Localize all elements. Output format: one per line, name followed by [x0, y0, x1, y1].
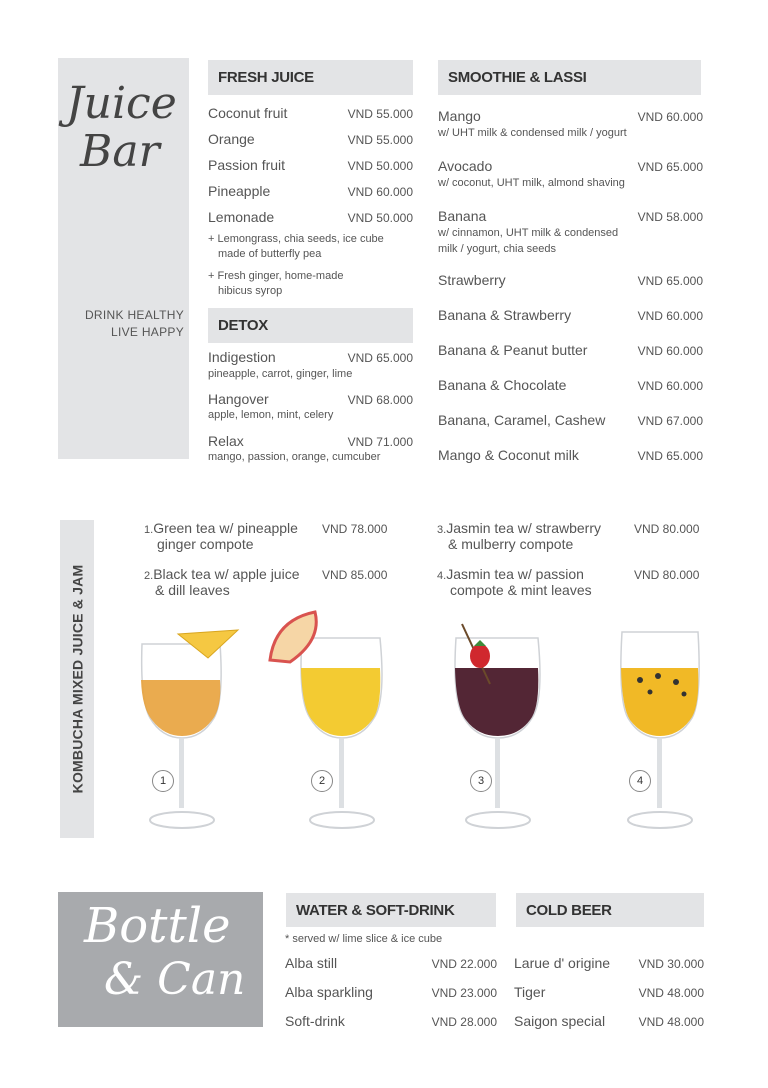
menu-item: Pineapple VND 60.000: [208, 183, 413, 199]
kombucha-price: VND 80.000: [634, 568, 700, 582]
glass-1-icon: [141, 630, 238, 828]
smoothie-header: SMOOTHIE & LASSI: [438, 60, 701, 95]
menu-item: Banana, Caramel, Cashew VND 67.000: [438, 412, 703, 428]
juice-bar-logo-line1: Juice: [66, 78, 177, 129]
menu-item: Alba sparkling VND 23.000: [285, 984, 497, 1000]
menu-item: Tiger VND 48.000: [514, 984, 704, 1000]
menu-item: Mango VND 60.000: [438, 108, 703, 124]
bottle-logo-line1: Bottle: [84, 898, 231, 954]
menu-item: Indigestion VND 65.000: [208, 349, 413, 365]
menu-item: Soft-drink VND 28.000: [285, 1013, 497, 1029]
addon-line: + Fresh ginger, home-made: [208, 270, 344, 282]
menu-item: Coconut fruit VND 55.000: [208, 105, 413, 121]
item-description: mango, passion, orange, cumcuber: [208, 451, 381, 463]
menu-item: Banana & Strawberry VND 60.000: [438, 307, 703, 323]
item-description: pineapple, carrot, ginger, lime: [208, 368, 353, 380]
menu-item: Hangover VND 68.000: [208, 391, 413, 407]
kombucha-item-line2: & dill leaves: [155, 582, 230, 598]
item-description: apple, lemon, mint, celery: [208, 409, 334, 421]
water-header: WATER & SOFT-DRINK: [286, 893, 496, 927]
item-description: w/ coconut, UHT milk, almond shaving: [438, 177, 625, 189]
menu-item: Passion fruit VND 50.000: [208, 157, 413, 173]
menu-item: Orange VND 55.000: [208, 131, 413, 147]
tagline-line1: DRINK HEALTHY: [84, 308, 184, 322]
bottle-logo-line2: & Can: [104, 954, 246, 1005]
menu-item: Avocado VND 65.000: [438, 158, 703, 174]
item-description: w/ cinnamon, UHT milk & condensed: [438, 227, 619, 239]
menu-item: Lemonade VND 50.000: [208, 209, 413, 225]
glass-number-badge: 3: [470, 770, 492, 792]
menu-item: Alba still VND 22.000: [285, 955, 497, 971]
menu-item: Banana & Peanut butter VND 60.000: [438, 342, 703, 358]
addon-line: + Lemongrass, chia seeds, ice cube: [208, 233, 384, 245]
glass-number-badge: 1: [152, 770, 174, 792]
kombucha-item-line2: & mulberry compote: [448, 536, 574, 552]
menu-item: Larue d' origine VND 30.000: [514, 955, 704, 971]
kombucha-price: VND 85.000: [322, 568, 388, 582]
item-description: milk / yogurt, chia seeds: [438, 243, 556, 255]
fresh-juice-header: FRESH JUICE: [208, 60, 413, 95]
kombucha-price: VND 80.000: [634, 522, 700, 536]
kombucha-item-line2: compote & mint leaves: [450, 582, 592, 598]
kombucha-item: 4.Jasmin tea w/ passion: [437, 566, 584, 582]
juice-bar-logo-line2: Bar: [80, 126, 160, 177]
menu-item: Strawberry VND 65.000: [438, 272, 703, 288]
addon-line: made of butterfly pea: [218, 248, 322, 260]
menu-item: Mango & Coconut milk VND 65.000: [438, 447, 703, 463]
glass-number-badge: 2: [311, 770, 333, 792]
kombucha-vertical-title: KOMBUCHA MIXED JUICE & JAM: [60, 520, 94, 838]
beer-header: COLD BEER: [516, 893, 704, 927]
kombucha-item: 1.Green tea w/ pineapple: [144, 520, 298, 536]
menu-item: Relax VND 71.000: [208, 433, 413, 449]
tagline-line2: LIVE HAPPY: [110, 325, 184, 339]
kombucha-item: 3.Jasmin tea w/ strawberry: [437, 520, 602, 536]
menu-item: Banana VND 58.000: [438, 208, 703, 224]
kombucha-price: VND 78.000: [322, 522, 388, 536]
glass-3-icon: [455, 624, 540, 828]
kombucha-glasses-illustration: [110, 600, 730, 850]
water-note: * served w/ lime slice & ice cube: [285, 933, 443, 945]
kombucha-item-line2: ginger compote: [157, 536, 254, 552]
item-description: w/ UHT milk & condensed milk / yogurt: [438, 127, 627, 139]
menu-item: Saigon special VND 48.000: [514, 1013, 704, 1029]
glass-2-icon: [270, 612, 382, 828]
glass-4-icon: [621, 632, 699, 828]
detox-header: DETOX: [208, 308, 413, 343]
kombucha-item: 2.Black tea w/ apple juice: [144, 566, 300, 582]
glass-number-badge: 4: [629, 770, 651, 792]
addon-line: hibicus syrop: [218, 285, 283, 297]
menu-item: Banana & Chocolate VND 60.000: [438, 377, 703, 393]
